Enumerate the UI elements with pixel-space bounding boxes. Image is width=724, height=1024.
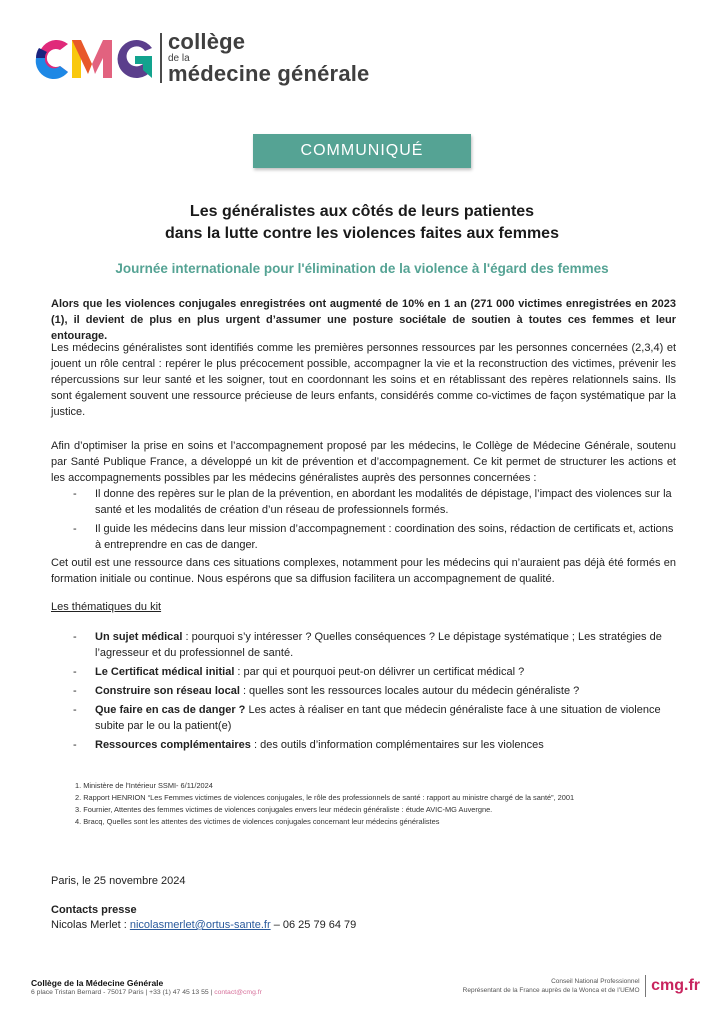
references-list	[75, 780, 574, 828]
list-item	[51, 521, 676, 553]
reference-item: 2. Rapport HENRION “Les Femmes victimes de violences conjugales, le rôle des professionnels de santé : rapport au ministre chargé de la santé”, 2001	[75, 793, 575, 802]
footer-divider	[645, 975, 647, 997]
paragraph-kit	[51, 438, 676, 556]
kit-bullet-list	[51, 486, 676, 553]
footer-org-name: Collège de la Médecine Générale	[31, 978, 164, 988]
dash-bullet: -	[73, 704, 77, 716]
dash-bullet: -	[73, 488, 77, 500]
theme-description: : quelles sont les ressources locales autour du médecin généraliste ?	[239, 685, 580, 697]
paragraph-outil-text: Cet outil est une ressource dans ces situations complexes, notamment pour les médecins qui n’auraient pas déjà été formés en formation initiale ou continue. Nous espérons que sa diffusion facilitera un accompagnement de qualité.	[51, 557, 676, 585]
footer-address	[31, 989, 262, 996]
lead-paragraph	[51, 296, 676, 344]
theme-title: Construire son réseau local	[95, 685, 240, 697]
footer-address-text: 6 place Tristan Bernard - 75017 Paris | +33 (1) 47 45 13 55 |	[31, 989, 215, 996]
footer-tagline	[463, 977, 640, 995]
logo-line-2: de la	[168, 53, 190, 64]
theme-title: Un sujet médical	[95, 631, 183, 643]
logo-wordmark	[168, 31, 370, 85]
footer-email-link[interactable]: contact@cmg.fr	[214, 989, 262, 996]
list-item	[51, 737, 676, 753]
kit-themes-list	[51, 629, 676, 756]
communique-badge: COMMUNIQUÉ	[253, 134, 471, 168]
list-item-text: Il guide les médecins dans leur mission d’accompagnement : coordination des soins, rédaction de certificats et, actions à entreprendre en cas de danger.	[95, 523, 674, 551]
footer-site-link[interactable]: cmg.fr	[651, 977, 700, 994]
contact-name: Nicolas Merlet :	[51, 919, 130, 931]
title-line-2: dans la lutte contre les violences faites aux femmes	[165, 225, 559, 242]
list-item	[51, 664, 676, 680]
theme-title: Le Certificat médical initial	[95, 666, 235, 678]
footer-tagline-line-2: Représentant de la France auprès de la Wonca et de l’UEMO	[462, 987, 640, 994]
paragraph-outil	[51, 555, 676, 587]
list-item	[51, 683, 676, 699]
paragraph-kit-text: Afin d’optimiser la prise en soins et l’accompagnement proposé par les médecins, le Collège de Médecine Générale, soutenu par Santé Publique France, a développé un kit de prévention et d’accompagnement. Ce kit permet de structurer les actions et les accompagnements possibles par les médecins généralistes auprès des personnes concernées :	[51, 440, 676, 484]
list-item-text: Il donne des repères sur le plan de la prévention, en abordant les modalités de dépistage, l’impact des violences sur la santé et les modalités de création d’un réseau de professionnels formés.	[95, 488, 672, 516]
dash-bullet: -	[73, 685, 77, 697]
page-subtitle: Journée internationale pour l'élimination de la violence à l'égard des femmes	[115, 261, 609, 276]
logo-line-3: médecine générale	[168, 61, 370, 86]
cmg-logo-mark-icon	[32, 34, 156, 82]
theme-title: Que faire en cas de danger ?	[95, 704, 246, 716]
footer-tagline-line-1: Conseil National Professionnel	[551, 978, 640, 985]
theme-description: : par qui et pourquoi peut-on délivrer un certificat médical ?	[234, 666, 525, 678]
logo-divider	[160, 33, 162, 83]
dash-bullet: -	[73, 523, 77, 535]
paragraph-role-text: Les médecins généralistes sont identifiés comme les premières personnes ressources par les personnes concernées (2,3,4) et jouent un rôle central : repérer le plus précocement possible, accompagner la vie et la reconstruction des victimes, prévenir les répercussions sur leur santé et les soigner, tout en coordonnant les soins et en rétablissant des repères relationnels sains. Ils sont également souvent une ressource précieuse de leurs enfants, considérés comme co-victimes de façon systématique par la justice.	[51, 342, 676, 418]
reference-item: 1. Ministère de l’Intérieur SSMI- 6/11/2024	[75, 781, 213, 790]
dash-bullet: -	[73, 666, 77, 678]
dash-bullet: -	[73, 739, 77, 751]
press-contacts-heading: Contacts presse	[51, 904, 137, 916]
theme-title: Ressources complémentaires	[95, 739, 251, 751]
title-line-1: Les généralistes aux côtés de leurs patientes	[189, 203, 535, 220]
reference-item: 3. Fournier, Attentes des femmes victimes de violences conjugales envers leur médecin généraliste : étude AVIC-MG Auvergne.	[75, 805, 493, 814]
theme-description: : pourquoi s’y intéresser ? Quelles conséquences ? Le dépistage systématique ; Les stratégies de l’agresseur et du professionnel de santé.	[95, 631, 662, 659]
list-item	[51, 629, 676, 661]
footer-org-info	[31, 978, 262, 996]
lead-text: Alors que les violences conjugales enregistrées ont augmenté de 10% en 1 an (271 000 victimes enregistrées en 2023 (1), il devient de plus en plus urgent d’assumer une posture sociétale de soutien à toutes ces femmes et leur entourage.	[51, 298, 676, 342]
dateline: Paris, le 25 novembre 2024	[51, 875, 186, 887]
list-item	[51, 702, 676, 734]
contact-email-link[interactable]: nicolasmerlet@ortus-sante.fr	[129, 919, 271, 931]
kit-themes-heading: Les thématiques du kit	[51, 601, 162, 613]
press-contact	[51, 919, 356, 931]
list-item	[51, 486, 676, 518]
contact-phone: – 06 25 79 64 79	[270, 919, 357, 931]
page-title	[0, 201, 724, 245]
cmg-logo	[32, 29, 370, 86]
logo-line-1: collège	[168, 29, 246, 54]
paragraph-role	[51, 340, 676, 420]
reference-item: 4. Bracq, Quelles sont les attentes des victimes de violences conjugales concernant leur médecins généralistes	[75, 817, 440, 826]
theme-description: Les actes à réaliser en tant que médecin généraliste face à une situation de violence subite par le ou la patient(e)	[95, 704, 661, 732]
footer-brand	[463, 975, 700, 997]
dash-bullet: -	[73, 631, 77, 643]
theme-description: : des outils d’information complémentaires sur les violences	[250, 739, 544, 751]
